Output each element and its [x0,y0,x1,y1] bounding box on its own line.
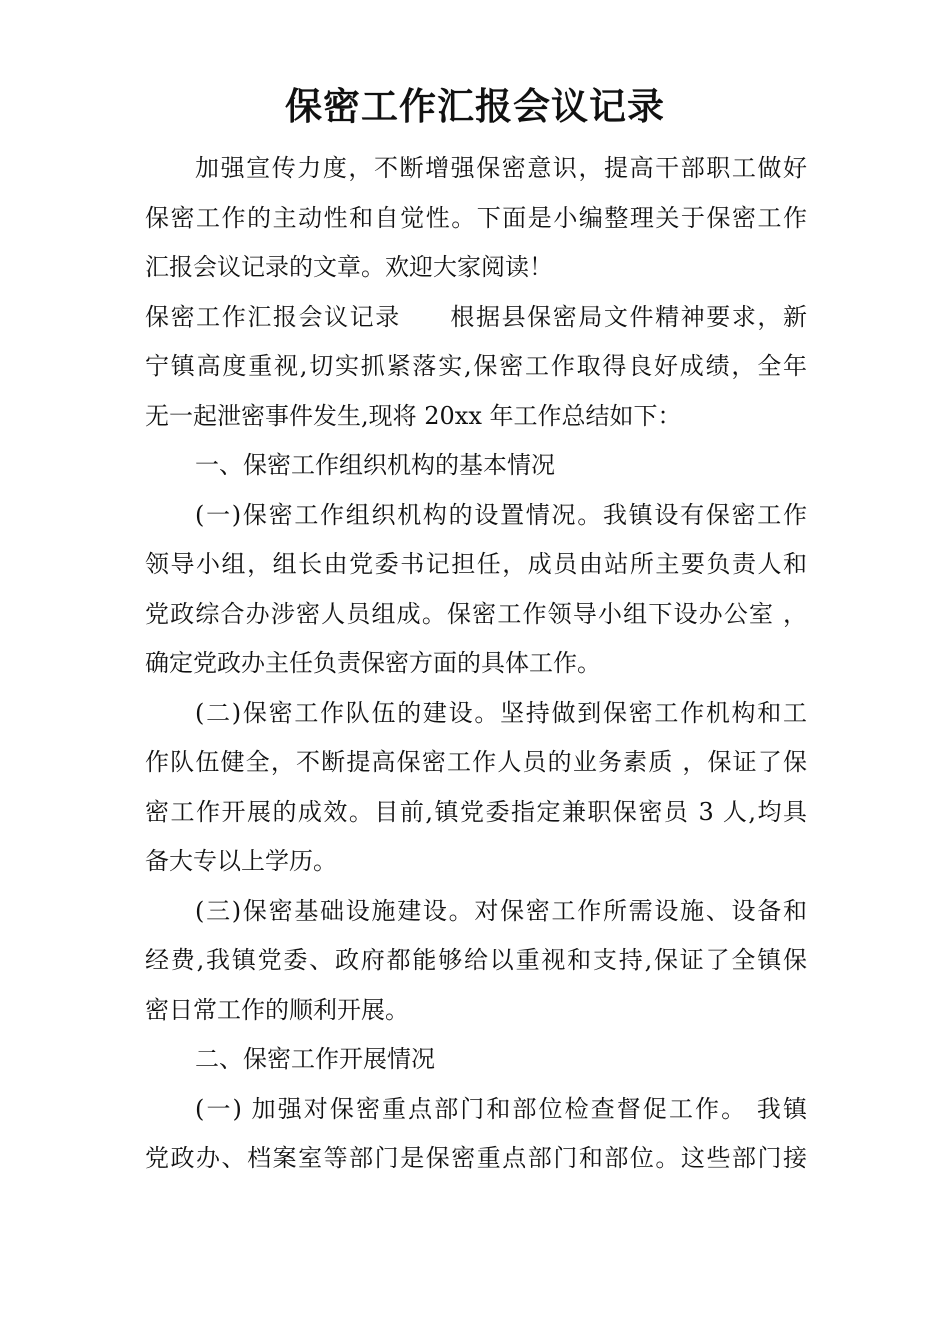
paragraph-line: 领导小组，组长由党委书记担任，成员由站所主要负责人和 [145,550,807,578]
paragraph-line: 作队伍健全，不断提高保密工作人员的业务素质 ，保证了保 [145,748,807,776]
paragraph-line: (二)保密工作队伍的建设。坚持做到保密工作机构和工 [195,698,807,727]
document-body [145,144,807,1184]
section1-item3 [145,887,807,1036]
section1-item2 [145,689,807,887]
section-heading: 一、保密工作组织机构的基本情况 [195,451,555,479]
paragraph-line: 确定党政办主任负责保密方面的具体工作。 [145,649,601,677]
paragraph-line: 备大专以上学历。 [145,847,337,875]
section-heading: 二、保密工作开展情况 [195,1045,435,1073]
summary-paragraph [145,293,807,442]
subheading: 保密工作汇报会议记录 [145,302,401,331]
document-title: 保密工作汇报会议记录 [285,84,665,128]
paragraph-line [145,293,807,343]
paragraph-line: (一)保密工作组织机构的设置情况。我镇设有保密工作 [195,500,807,529]
paragraph-line: 宁镇高度重视,切实抓紧落实,保密工作取得良好成绩，全年 [145,352,807,380]
paragraph-text: 根据县保密局文件精神要求，新 [448,302,808,331]
paragraph-line: 经费,我镇党委、政府都能够给以重视和支持,保证了全镇保 [145,946,807,974]
section1-item1 [145,491,807,689]
paragraph-line: 党政综合办涉密人员组成。保密工作领导小组下设办公室 ， [145,599,807,628]
intro-paragraph [145,144,807,293]
paragraph-line: 党政办、档案室等部门是保密重点部门和部位。这些部门接 [145,1144,807,1172]
paragraph-line: 汇报会议记录的文章。欢迎大家阅读！ [145,253,553,281]
paragraph-line: 保密工作的主动性和自觉性。下面是小编整理关于保密工作 [145,203,807,232]
paragraph-line: 密工作开展的成效。目前,镇党委指定兼职保密员 3 人,均具 [145,797,807,826]
paragraph-line: 密日常工作的顺利开展。 [145,995,409,1024]
paragraph-line: 加强宣传力度，不断增强保密意识，提高干部职工做好 [195,154,807,182]
section2-item1 [145,1085,807,1184]
paragraph-line: (三)保密基础设施建设。对保密工作所需设施、设备和 [195,896,807,925]
paragraph-line: 无一起泄密事件发生,现将 20xx 年工作总结如下： [145,401,682,430]
paragraph-line: (一) 加强对保密重点部门和部位检查督促工作。 我镇 [195,1094,807,1123]
